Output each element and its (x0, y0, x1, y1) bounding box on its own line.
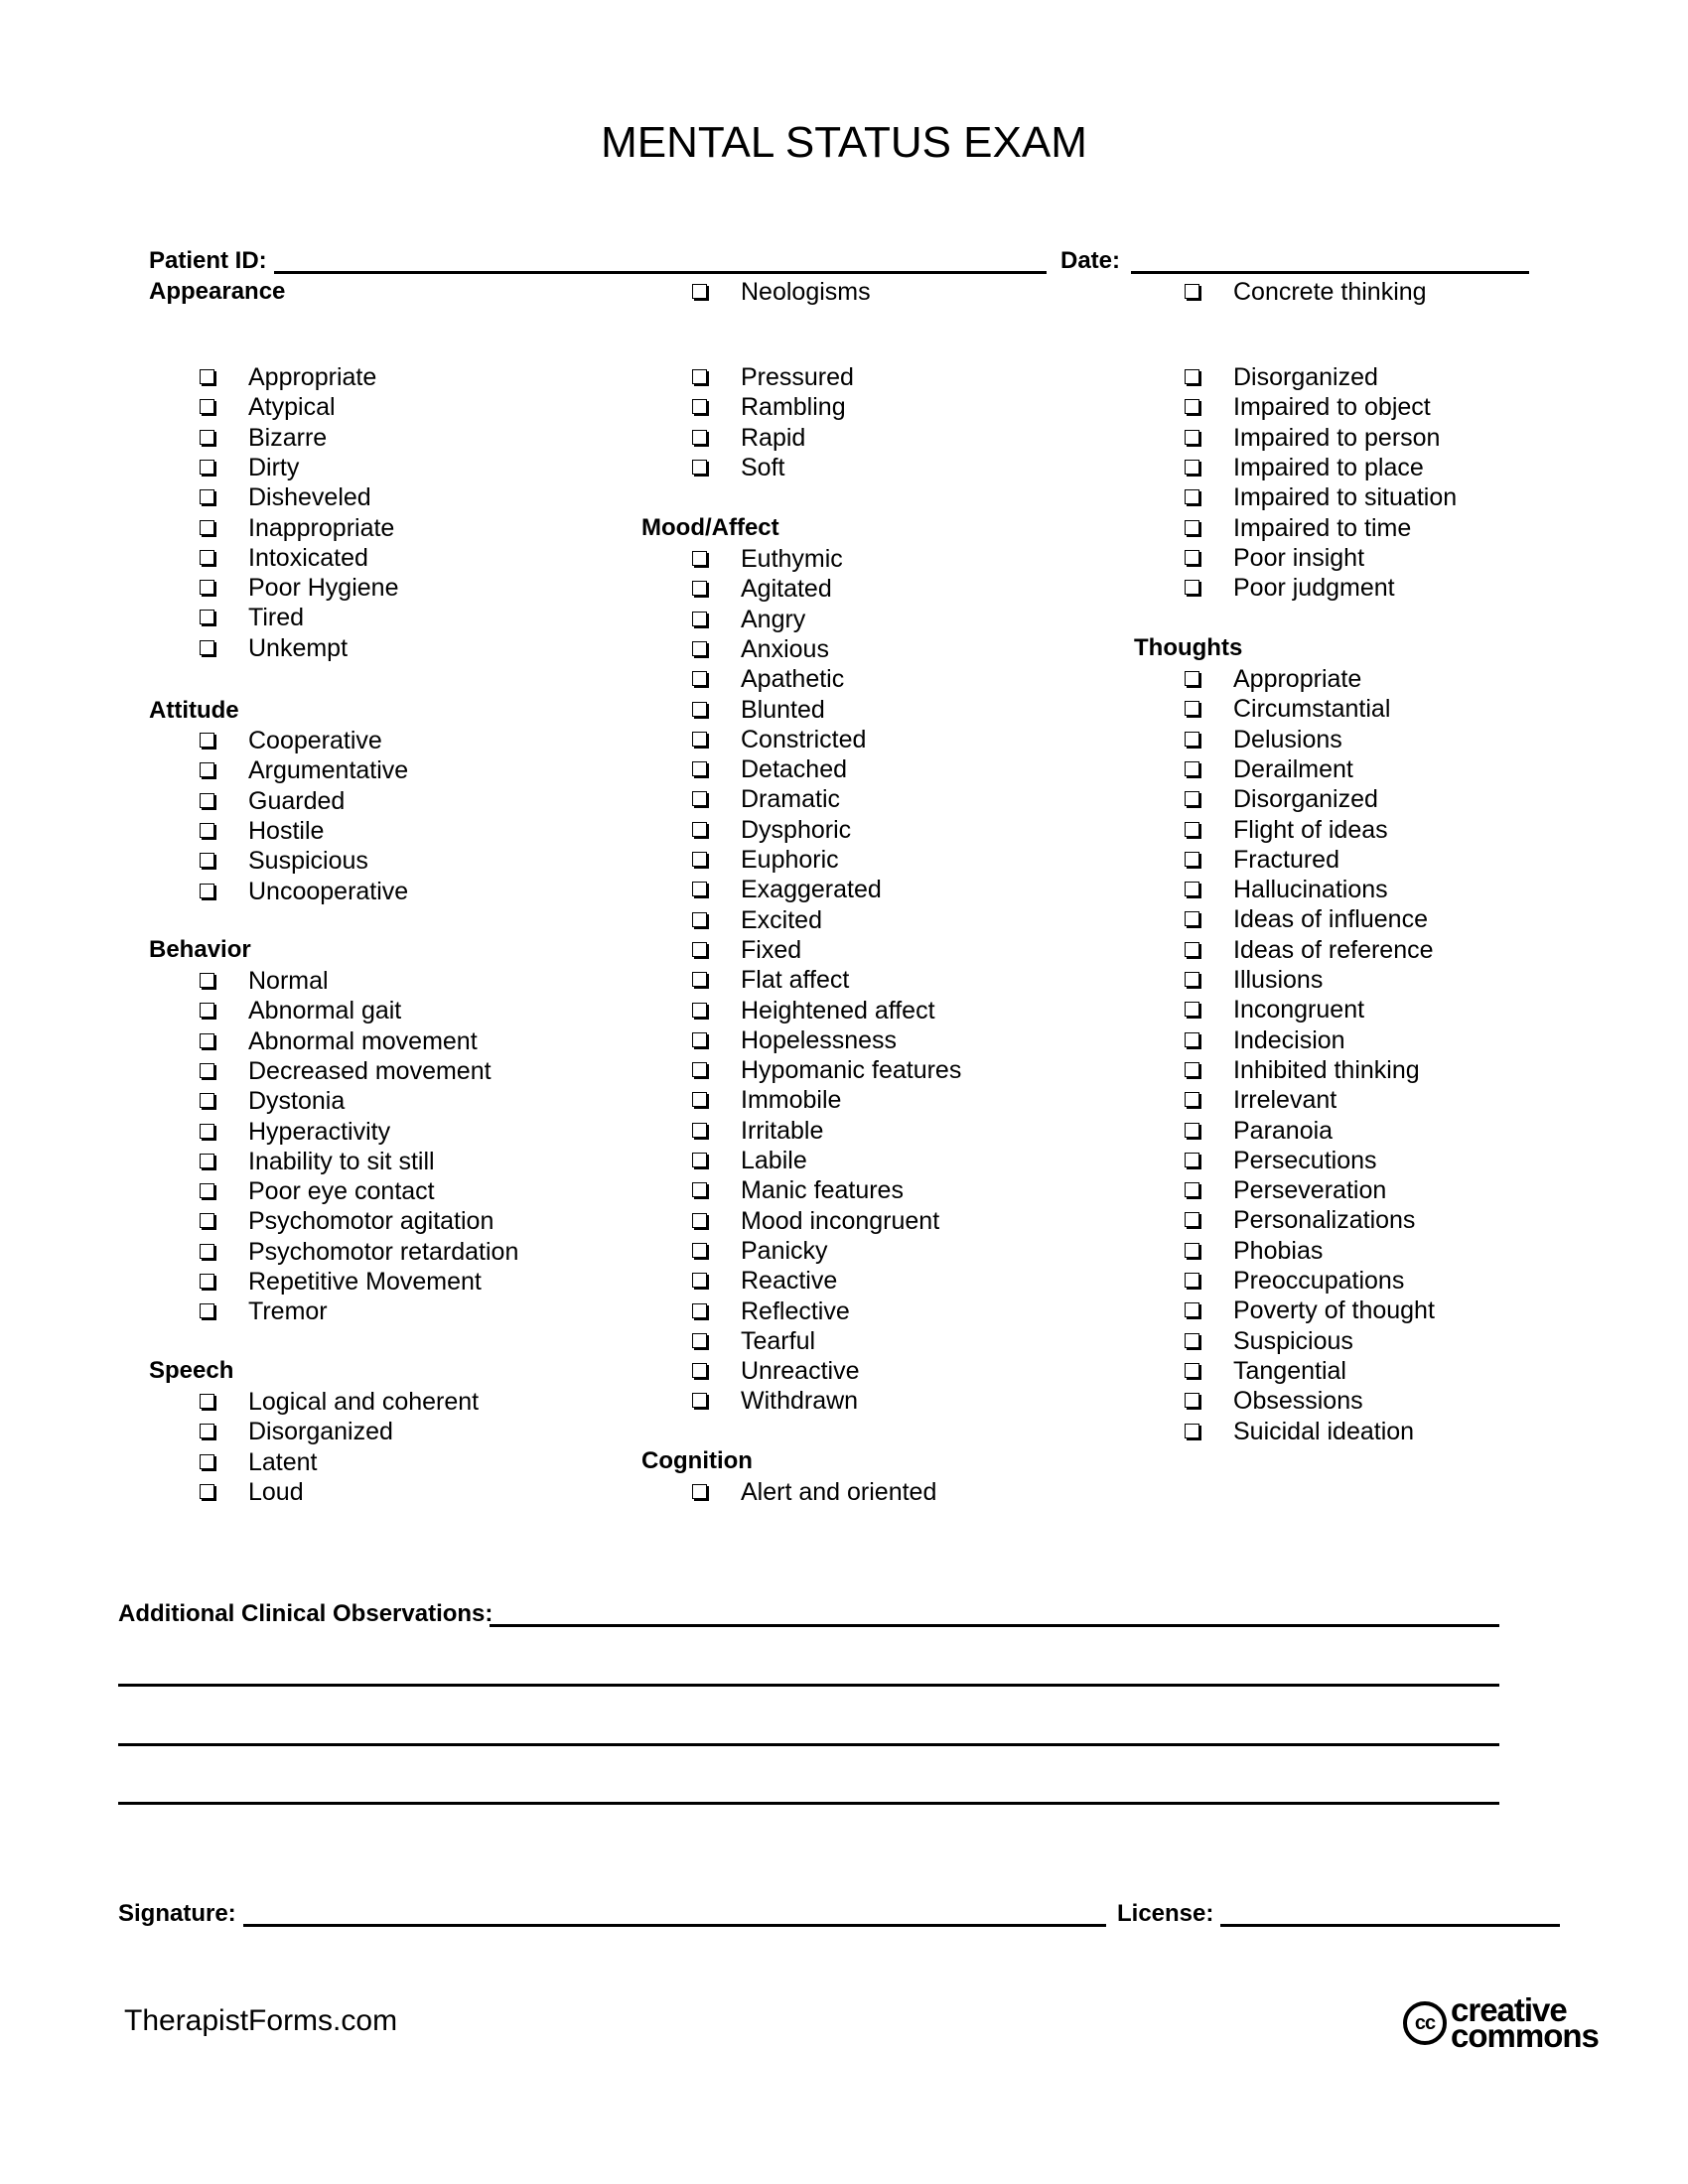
checklist-item-label: Apathetic (741, 665, 845, 694)
checklist-item-label: Dirty (248, 453, 300, 481)
checkbox[interactable] (692, 1333, 707, 1348)
checkbox[interactable] (692, 882, 707, 896)
checklist-item-label: Normal (248, 967, 329, 995)
checkbox[interactable] (1185, 580, 1199, 595)
checkbox[interactable] (200, 580, 214, 595)
checkbox[interactable] (692, 1032, 707, 1047)
checklist-item-label: Concrete thinking (1233, 278, 1427, 306)
checkbox[interactable] (692, 460, 707, 475)
checkbox[interactable] (1185, 460, 1199, 475)
checklist-item-label: Angry (741, 605, 806, 633)
checklist-item-label: Delusions (1233, 725, 1342, 753)
checklist-item-label: Irrelevant (1233, 1086, 1337, 1115)
checklist-item-label: Tired (248, 604, 305, 632)
checklist-item-label: Fractured (1233, 845, 1339, 874)
checklist-item-label: Hopelessness (741, 1025, 898, 1054)
checklist-item-label: Anxious (741, 634, 829, 663)
checkbox[interactable] (200, 793, 214, 808)
observations-line-3[interactable] (118, 1743, 1499, 1746)
checklist-item-label: Obsessions (1233, 1387, 1363, 1416)
section-heading: Thoughts (1134, 634, 1243, 661)
checklist-item-label: Irritable (741, 1116, 824, 1145)
checklist-item-label: Dystonia (248, 1087, 346, 1116)
checkbox[interactable] (200, 1093, 214, 1108)
checklist-item-label: Decreased movement (248, 1056, 492, 1085)
checklist-item-label: Persecutions (1233, 1146, 1377, 1174)
cc-wordmark-line1: creative (1451, 1991, 1567, 2028)
checklist-item-label: Flat affect (741, 966, 850, 995)
checklist-item-label: Tremor (248, 1297, 328, 1326)
checklist-item-label: Rambling (741, 393, 846, 422)
checkbox[interactable] (1185, 1393, 1199, 1408)
checklist-item-label: Inhibited thinking (1233, 1055, 1420, 1084)
signature-label: Signature: (118, 1900, 236, 1927)
checklist-item-label: Suspicious (248, 847, 368, 876)
checkbox[interactable] (1185, 852, 1199, 867)
checklist-item-label: Mood incongruent (741, 1206, 940, 1235)
footer-site-text: TherapistForms.com (124, 2004, 398, 2037)
checkbox[interactable] (1185, 1123, 1199, 1138)
checklist-item-label: Euphoric (741, 846, 839, 874)
checklist-item-label: Illusions (1233, 966, 1324, 994)
checkbox[interactable] (692, 1303, 707, 1318)
checkbox[interactable] (1185, 761, 1199, 776)
checkbox[interactable] (1185, 1062, 1199, 1077)
checkbox[interactable] (1185, 1212, 1199, 1227)
checkbox[interactable] (692, 702, 707, 717)
checkbox[interactable] (692, 551, 707, 566)
checklist-item-label: Logical and coherent (248, 1388, 480, 1416)
checklist-item-label: Abnormal movement (248, 1026, 478, 1055)
checklist-item-label: Labile (741, 1147, 807, 1174)
checkbox[interactable] (200, 1454, 214, 1469)
checklist-item-label: Ideas of reference (1233, 935, 1434, 964)
checkbox[interactable] (200, 1183, 214, 1198)
checkbox[interactable] (1185, 942, 1199, 957)
checkbox[interactable] (1185, 399, 1199, 414)
checklist-item-label: Poor judgment (1233, 574, 1395, 603)
checklist-item-label: Manic features (741, 1176, 904, 1205)
checkbox[interactable] (200, 733, 214, 748)
section-heading: Mood/Affect (641, 514, 779, 541)
checkbox[interactable] (1185, 1302, 1199, 1317)
checkbox[interactable] (200, 1063, 214, 1078)
checklist-item-label: Argumentative (248, 756, 409, 785)
checkbox[interactable] (200, 520, 214, 535)
checkbox[interactable] (692, 732, 707, 747)
checklist-item-label: Withdrawn (741, 1387, 859, 1416)
checklist-item-label: Poverty of thought (1233, 1297, 1435, 1325)
checkbox[interactable] (692, 1123, 707, 1138)
checkbox[interactable] (692, 1393, 707, 1408)
checkbox[interactable] (1185, 1333, 1199, 1348)
checklist-item-label: Excited (741, 905, 822, 934)
checkbox[interactable] (1185, 1002, 1199, 1017)
checkbox[interactable] (692, 852, 707, 867)
checklist-item-label: Disorganized (1233, 785, 1378, 814)
checklist-item-label: Suspicious (1233, 1326, 1353, 1355)
checkbox[interactable] (692, 912, 707, 927)
checkbox[interactable] (1185, 791, 1199, 806)
checkbox[interactable] (1185, 1363, 1199, 1378)
checklist-item-label: Psychomotor agitation (248, 1207, 494, 1236)
checklist-item-label: Impaired to situation (1233, 483, 1458, 512)
checklist-item-label: Repetitive Movement (248, 1268, 482, 1296)
checklist-item-label: Constricted (741, 725, 867, 753)
section-heading: Behavior (149, 936, 251, 963)
checklist-item-label: Abnormal gait (248, 997, 402, 1025)
checklist-item-label: Latent (248, 1447, 318, 1476)
section-heading: Cognition (641, 1447, 753, 1474)
cc-wordmark-line2: commons (1451, 2017, 1599, 2054)
checkbox[interactable] (692, 972, 707, 987)
observations-line-2[interactable] (118, 1684, 1499, 1687)
checklist-item-label: Impaired to person (1233, 423, 1441, 452)
checklist-item-label: Panicky (741, 1236, 828, 1265)
checklist-item-label: Psychomotor retardation (248, 1237, 519, 1266)
checklist-item-label: Hyperactivity (248, 1117, 391, 1146)
checkbox[interactable] (692, 399, 707, 414)
checklist-item-label: Heightened affect (741, 996, 935, 1024)
checkbox[interactable] (692, 369, 707, 384)
checkbox[interactable] (1185, 1243, 1199, 1258)
checkbox[interactable] (200, 1274, 214, 1289)
checklist-item-label: Intoxicated (248, 543, 368, 572)
checkbox[interactable] (200, 399, 214, 414)
observations-line-4[interactable] (118, 1802, 1499, 1805)
checklist-item-label: Impaired to object (1233, 393, 1431, 422)
checkbox[interactable] (200, 550, 214, 565)
checklist-item-label: Fixed (741, 935, 802, 964)
checkbox[interactable] (1185, 550, 1199, 565)
checkbox[interactable] (200, 1303, 214, 1318)
checkbox[interactable] (200, 1424, 214, 1438)
checklist-item-label: Preoccupations (1233, 1267, 1405, 1295)
section-heading: Appearance (149, 278, 286, 305)
checkbox[interactable] (1185, 1032, 1199, 1047)
cc-wordmark (1451, 1991, 1599, 2054)
section-heading: Attitude (149, 697, 239, 724)
creative-commons-logo (1403, 1991, 1599, 2054)
checklist-item-label: Reflective (741, 1297, 850, 1325)
checklist-item-label: Cooperative (248, 727, 382, 754)
checklist-item-label: Poor Hygiene (248, 574, 399, 603)
checkbox[interactable] (692, 641, 707, 656)
checkbox[interactable] (200, 1394, 214, 1409)
checklist-item-label: Disorganized (248, 1418, 393, 1446)
checkbox[interactable] (200, 973, 214, 988)
checkbox[interactable] (692, 1484, 707, 1499)
checklist-item-label: Disorganized (1233, 363, 1378, 391)
checkbox[interactable] (1185, 430, 1199, 445)
checklist-item-label: Soft (741, 453, 785, 481)
checkbox[interactable] (200, 1033, 214, 1048)
date-field[interactable] (1131, 271, 1529, 274)
checkbox[interactable] (200, 1124, 214, 1139)
checklist-item-label: Blunted (741, 695, 825, 724)
checkbox[interactable] (1185, 1092, 1199, 1107)
checkbox[interactable] (692, 1213, 707, 1228)
checklist-item-label: Appropriate (248, 363, 377, 391)
checklist-item-label: Pressured (741, 363, 854, 391)
checklist-item-label: Detached (741, 755, 848, 784)
checkbox[interactable] (200, 640, 214, 655)
patient-id-label: Patient ID: (149, 247, 267, 274)
checklist-item-label: Atypical (248, 393, 336, 422)
patient-id-field[interactable] (274, 271, 1047, 274)
checkbox[interactable] (1185, 822, 1199, 837)
checkbox[interactable] (200, 762, 214, 777)
checkbox[interactable] (692, 1273, 707, 1288)
checklist-item-label: Tearful (741, 1326, 816, 1355)
section-heading: Speech (149, 1357, 234, 1384)
checklist-item-label: Poor insight (1233, 543, 1365, 572)
checklist-item-label: Reactive (741, 1267, 838, 1296)
checkbox[interactable] (692, 1363, 707, 1378)
checkbox[interactable] (1185, 882, 1199, 896)
checklist-item-label: Impaired to time (1233, 513, 1412, 542)
checkbox[interactable] (1185, 284, 1199, 299)
checkbox[interactable] (200, 1244, 214, 1259)
checklist-item-label: Exaggerated (741, 876, 882, 904)
checkbox[interactable] (1185, 701, 1199, 716)
checklist-item-label: Indecision (1233, 1025, 1345, 1054)
checkbox[interactable] (692, 671, 707, 686)
checklist-item-label: Disheveled (248, 483, 371, 512)
cc-icon: cc (1403, 2001, 1447, 2045)
checklist-item-label: Paranoia (1233, 1116, 1334, 1145)
checkbox[interactable] (1185, 369, 1199, 384)
checkbox[interactable] (1185, 1153, 1199, 1167)
checkbox[interactable] (692, 1243, 707, 1258)
checkbox[interactable] (200, 430, 214, 445)
checkbox[interactable] (692, 1092, 707, 1107)
checklist-item-label: Dysphoric (741, 815, 852, 844)
checkbox[interactable] (692, 1153, 707, 1167)
checklist-item-label: Euthymic (741, 545, 843, 573)
checkbox[interactable] (1185, 1273, 1199, 1288)
checklist-item-label: Perseveration (1233, 1176, 1387, 1205)
checklist-item-label: Uncooperative (248, 877, 409, 905)
checklist-item-label: Unreactive (741, 1357, 860, 1386)
date-label: Date: (1060, 247, 1121, 274)
checkbox[interactable] (200, 610, 214, 624)
checkbox[interactable] (1185, 671, 1199, 686)
checklist-item-label: Ideas of influence (1233, 905, 1428, 934)
checkbox[interactable] (692, 284, 707, 299)
observations-line-1[interactable] (490, 1624, 1499, 1627)
checkbox[interactable] (1185, 911, 1199, 926)
checklist-item-label: Unkempt (248, 633, 349, 662)
checklist-item-label: Rapid (741, 423, 806, 452)
checkbox[interactable] (200, 489, 214, 504)
license-label: License: (1117, 1900, 1214, 1927)
checkbox[interactable] (1185, 489, 1199, 504)
checklist-item-label: Suicidal ideation (1233, 1417, 1415, 1445)
checkbox[interactable] (200, 460, 214, 475)
checklist-item-label: Inability to sit still (248, 1147, 435, 1175)
checklist-item-label: Bizarre (248, 423, 328, 452)
checklist-item-label: Phobias (1233, 1236, 1324, 1265)
checkbox[interactable] (692, 612, 707, 626)
checklist-item-label: Loud (248, 1477, 304, 1506)
checkbox[interactable] (692, 791, 707, 806)
checklist-item-label: Personalizations (1233, 1206, 1416, 1235)
checkbox[interactable] (200, 1484, 214, 1499)
checkbox[interactable] (200, 369, 214, 384)
checkbox[interactable] (200, 884, 214, 898)
checklist-item-label: Appropriate (1233, 665, 1362, 693)
checkbox[interactable] (692, 1003, 707, 1018)
checklist-item-label: Tangential (1233, 1356, 1346, 1385)
checkbox[interactable] (692, 942, 707, 957)
checklist-item-label: Impaired to place (1233, 453, 1424, 481)
checkbox[interactable] (200, 1213, 214, 1228)
checklist-item-label: Hallucinations (1233, 876, 1388, 904)
checklist-item-label: Flight of ideas (1233, 815, 1388, 844)
checklist-item-label: Hypomanic features (741, 1056, 962, 1085)
checkbox[interactable] (1185, 1424, 1199, 1438)
checkbox[interactable] (692, 430, 707, 445)
checkbox[interactable] (200, 1154, 214, 1168)
checklist-item-label: Neologisms (741, 278, 871, 306)
checklist-item-label: Derailment (1233, 754, 1353, 783)
license-field[interactable] (1220, 1924, 1560, 1927)
checkbox[interactable] (1185, 972, 1199, 987)
checklist-item-label: Circumstantial (1233, 695, 1391, 724)
checklist-item-label: Guarded (248, 786, 346, 815)
page-title: MENTAL STATUS EXAM (601, 118, 1087, 167)
checklist-item-label: Poor eye contact (248, 1177, 435, 1206)
checkbox[interactable] (692, 822, 707, 837)
observations-label: Additional Clinical Observations: (118, 1600, 493, 1627)
checkbox[interactable] (692, 1182, 707, 1197)
checklist-item-label: Hostile (248, 816, 325, 845)
checkbox[interactable] (692, 1062, 707, 1077)
checkbox[interactable] (1185, 1182, 1199, 1197)
checklist-item-label: Alert and oriented (741, 1478, 937, 1506)
checkbox[interactable] (1185, 520, 1199, 535)
checklist-item-label: Immobile (741, 1086, 842, 1115)
signature-field[interactable] (243, 1924, 1106, 1927)
checkbox[interactable] (200, 1003, 214, 1018)
checklist-item-label: Inappropriate (248, 513, 395, 542)
checkbox[interactable] (1185, 732, 1199, 747)
checkbox[interactable] (692, 581, 707, 596)
checkbox[interactable] (692, 761, 707, 776)
checkbox[interactable] (200, 853, 214, 868)
checklist-item-label: Incongruent (1233, 996, 1365, 1024)
checkbox[interactable] (200, 823, 214, 838)
checklist-item-label: Dramatic (741, 785, 841, 814)
checklist-item-label: Agitated (741, 575, 832, 604)
